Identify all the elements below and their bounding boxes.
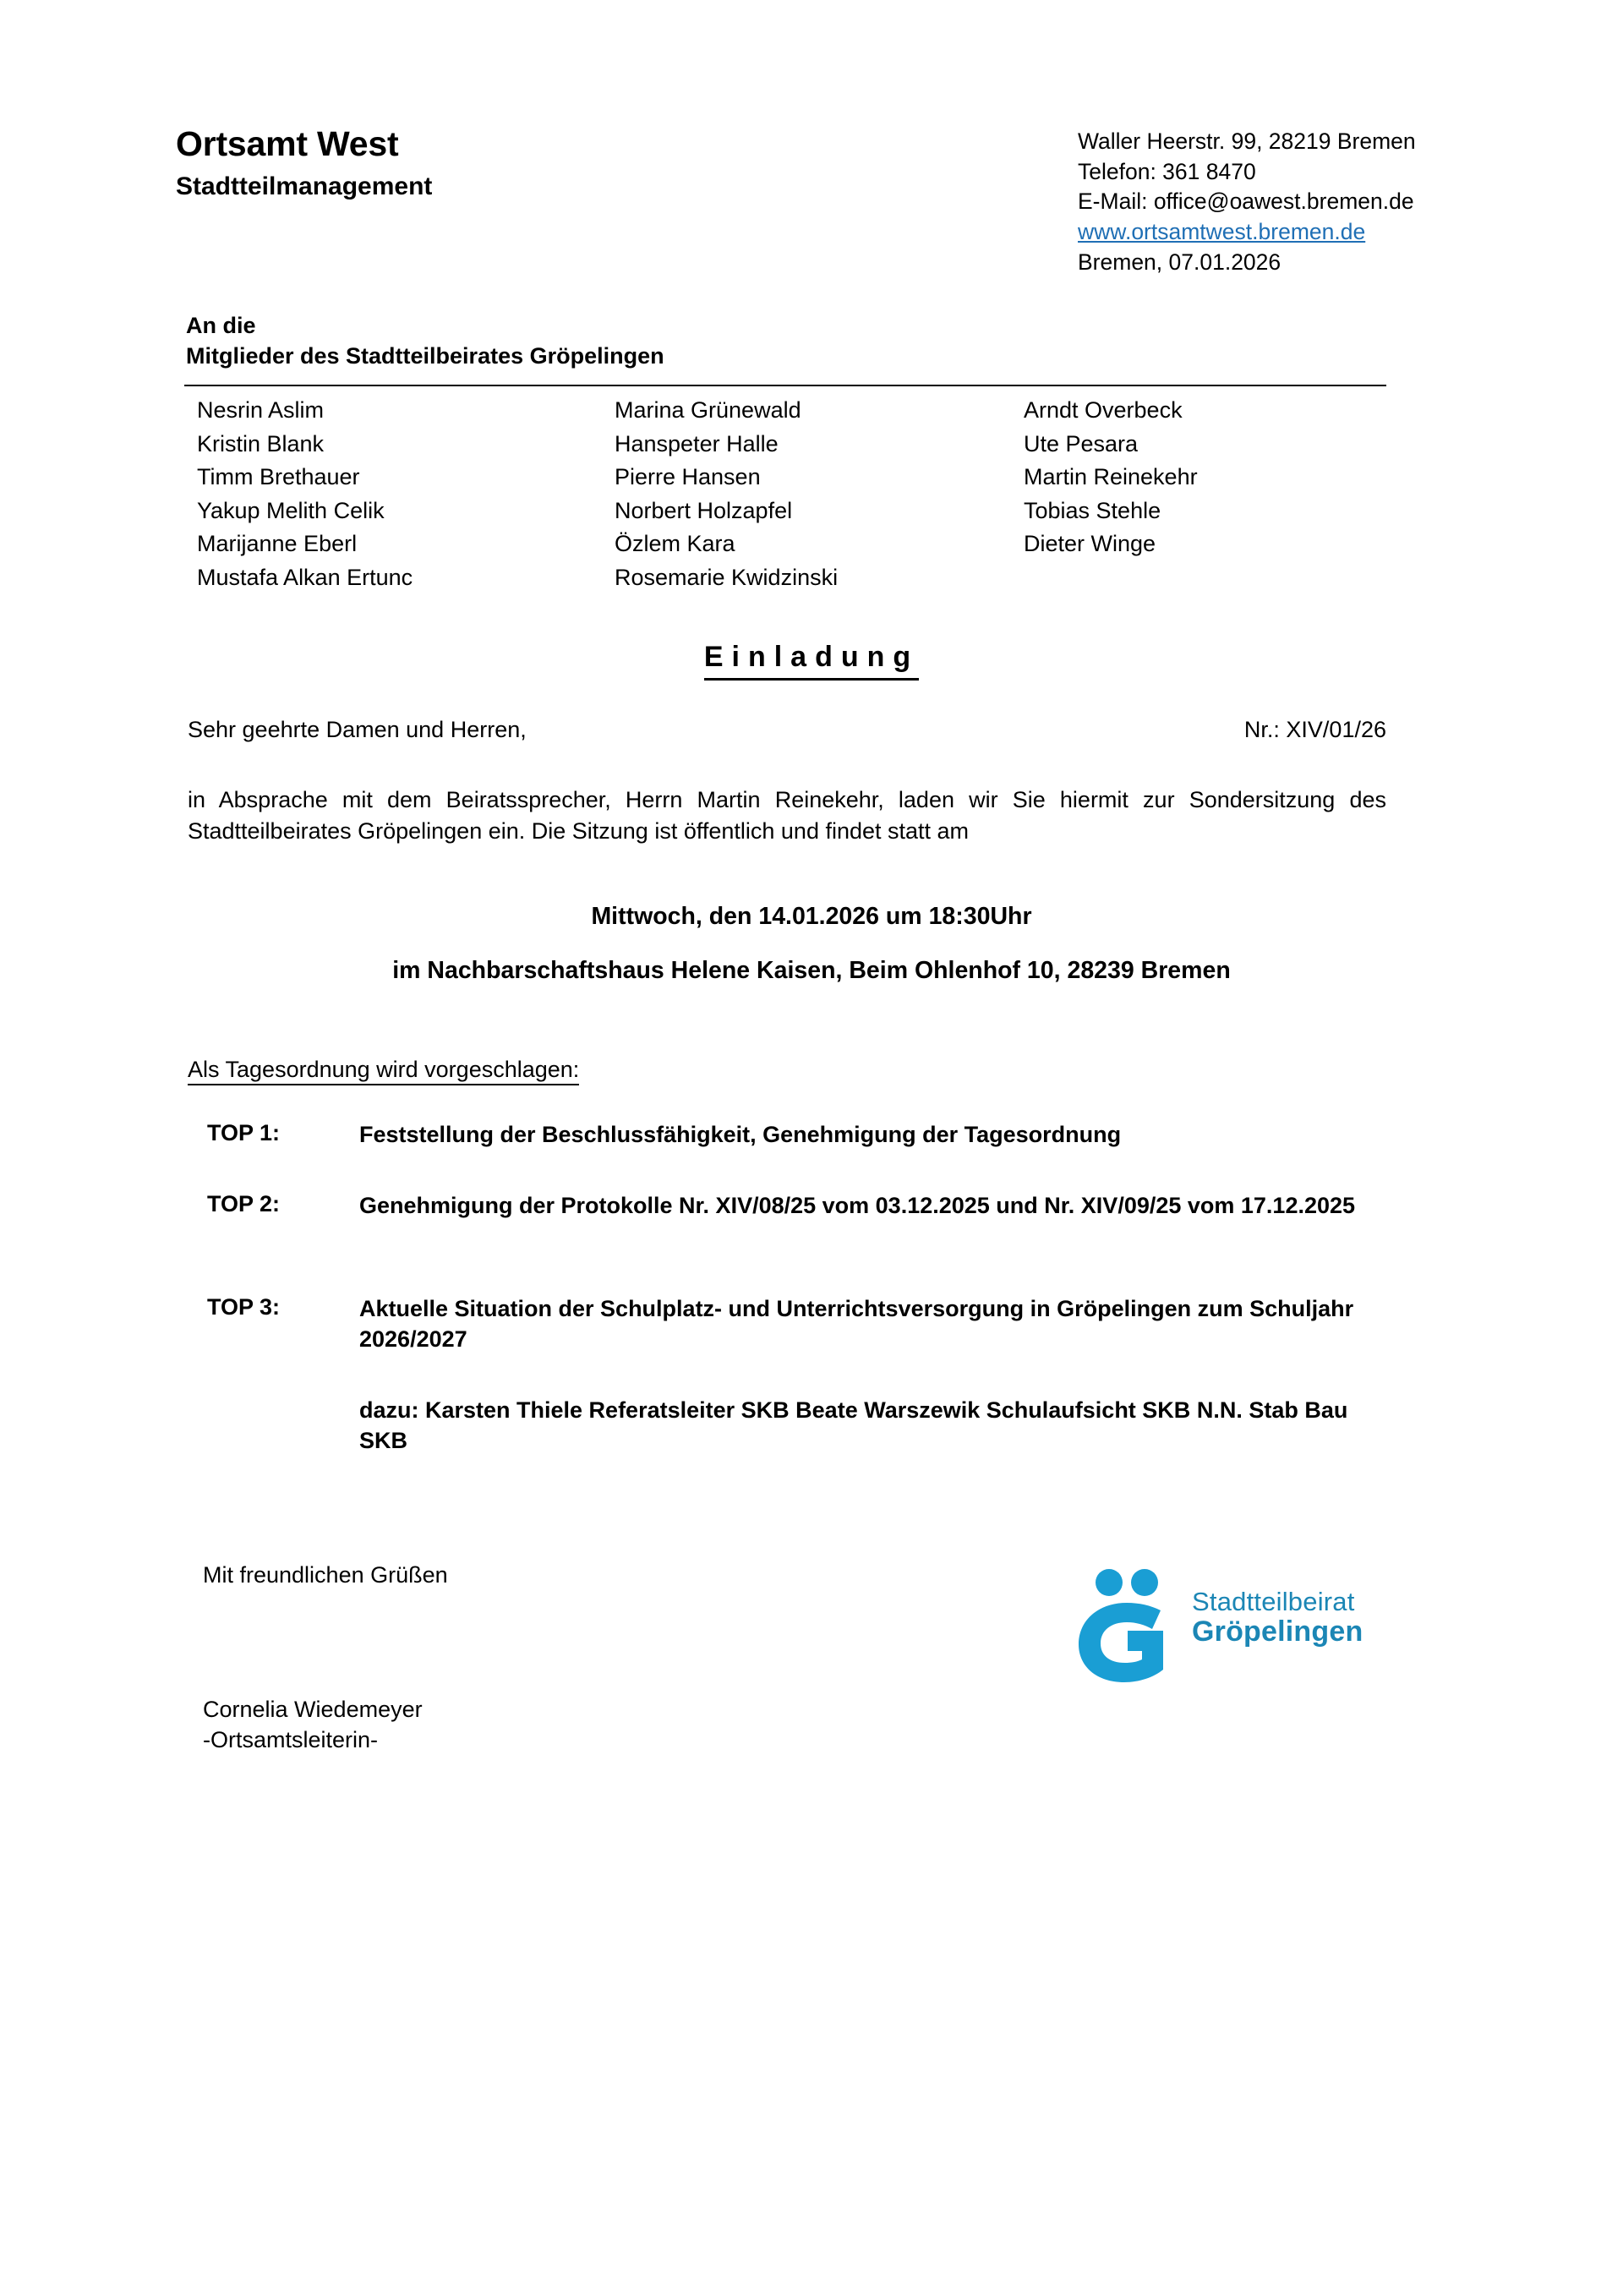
list-item: Hanspeter Halle bbox=[615, 430, 779, 456]
agenda-item-subnotes bbox=[359, 1396, 1399, 1456]
list-item: Martin Reinekehr bbox=[1024, 464, 1198, 490]
place-and-date: Bremen, 07.01.2026 bbox=[1078, 249, 1281, 275]
agenda-item-text: Aktuelle Situation der Schulplatz- und Unterrichtsversorgung in Gröpelingen zum Schuljahr 2026/2027 bbox=[359, 1296, 1354, 1352]
contact-block bbox=[1078, 127, 1416, 277]
list-item: Marijanne Eberl bbox=[197, 531, 358, 557]
agenda-item-text: Feststellung der Beschlussfähigkeit, Genehmigung der Tagesordnung bbox=[359, 1122, 1122, 1147]
organization-block bbox=[176, 125, 432, 201]
list-item: Tobias Stehle bbox=[1024, 497, 1161, 523]
member-column-2 bbox=[615, 394, 838, 594]
logo-line-2: Gröpelingen bbox=[1192, 1615, 1363, 1648]
member-column-3 bbox=[1024, 394, 1198, 561]
body-paragraph: in Absprache mit dem Beiratssprecher, Herrn Martin Reinekehr, laden wir Sie hiermit zur Sondersitzung des Stadtteilbeirates Gröpelingen ein. Die Sitzung ist öffentlich und findet statt am bbox=[188, 787, 1386, 844]
meeting-location: im Nachbarschaftshaus Helene Kaisen, Beim Ohlenhof 10, 28239 Bremen bbox=[392, 957, 1231, 984]
agenda-subnote: Beate Warszewik Schulaufsicht SKB bbox=[795, 1397, 1191, 1423]
contact-email: E-Mail: office@oawest.bremen.de bbox=[1078, 189, 1414, 215]
organization-subtitle: Stadtteilmanagement bbox=[176, 172, 433, 200]
list-item: Nesrin Aslim bbox=[197, 397, 325, 423]
list-item: Dieter Winge bbox=[1024, 531, 1156, 557]
salutation-text: Sehr geehrte Damen und Herren, bbox=[188, 717, 527, 742]
logo-wordmark bbox=[1192, 1587, 1363, 1648]
recipient-block bbox=[186, 311, 664, 371]
list-item: Arndt Overbeck bbox=[1024, 397, 1183, 423]
agenda-item-label: TOP 2: bbox=[207, 1191, 281, 1216]
list-item: Yakup Melith Celik bbox=[197, 497, 385, 523]
header-divider bbox=[184, 385, 1386, 386]
agenda-heading-text: Als Tagesordnung wird vorgeschlagen: bbox=[188, 1057, 579, 1085]
signer-role: -Ortsamtsleiterin- bbox=[203, 1726, 379, 1752]
letter-header bbox=[0, 125, 1623, 294]
list-item: Kristin Blank bbox=[197, 430, 325, 456]
recipient-line-1: An die bbox=[186, 313, 256, 338]
recipient-line-2: Mitglieder des Stadtteilbeirates Gröpelingen bbox=[186, 342, 664, 369]
list-item: Özlem Kara bbox=[615, 531, 735, 557]
agenda-subnote: N.N. Stab Bau SKB bbox=[359, 1397, 1348, 1453]
website-link[interactable]: www.ortsamtwest.bremen.de bbox=[1078, 218, 1366, 244]
agenda-item-label: TOP 1: bbox=[207, 1120, 281, 1145]
stadtteilbeirat-logo bbox=[1075, 1568, 1405, 1686]
closing-greeting: Mit freundlichen Grüßen bbox=[203, 1562, 448, 1588]
salutation-row bbox=[188, 717, 1386, 743]
agenda-heading bbox=[188, 1057, 579, 1083]
signature-block bbox=[203, 1695, 423, 1756]
list-item: Rosemarie Kwidzinski bbox=[615, 564, 839, 590]
signer-name: Cornelia Wiedemeyer bbox=[203, 1697, 423, 1722]
logo-line-1: Stadtteilbeirat bbox=[1192, 1587, 1355, 1616]
meeting-datetime: Mittwoch, den 14.01.2026 um 18:30Uhr bbox=[591, 903, 1032, 930]
list-item: Mustafa Alkan Ertunc bbox=[197, 564, 413, 590]
contact-phone: Telefon: 361 8470 bbox=[1078, 158, 1256, 184]
agenda-item-text: Genehmigung der Protokolle Nr. XIV/08/25 vom 03.12.2025 und Nr. XIV/09/25 vom 17.12.2025 bbox=[359, 1193, 1356, 1218]
reference-number: Nr.: XIV/01/26 bbox=[1243, 717, 1386, 742]
list-item: Norbert Holzapfel bbox=[615, 497, 793, 523]
list-item: Ute Pesara bbox=[1024, 430, 1139, 456]
page-title bbox=[0, 641, 1623, 681]
list-item: Timm Brethauer bbox=[197, 464, 360, 490]
agenda-item-label: TOP 3: bbox=[207, 1294, 281, 1320]
agenda-subnote: dazu: Karsten Thiele Referatsleiter SKB bbox=[359, 1397, 790, 1423]
organization-title: Ortsamt West bbox=[176, 124, 399, 163]
page-title-text: Einladung bbox=[704, 641, 919, 681]
g-umlaut-logo-icon bbox=[1075, 1568, 1175, 1682]
contact-address: Waller Heerstr. 99, 28219 Bremen bbox=[1078, 128, 1416, 154]
list-item: Marina Grünewald bbox=[615, 397, 801, 423]
member-column-1 bbox=[197, 394, 413, 594]
list-item: Pierre Hansen bbox=[615, 464, 761, 490]
